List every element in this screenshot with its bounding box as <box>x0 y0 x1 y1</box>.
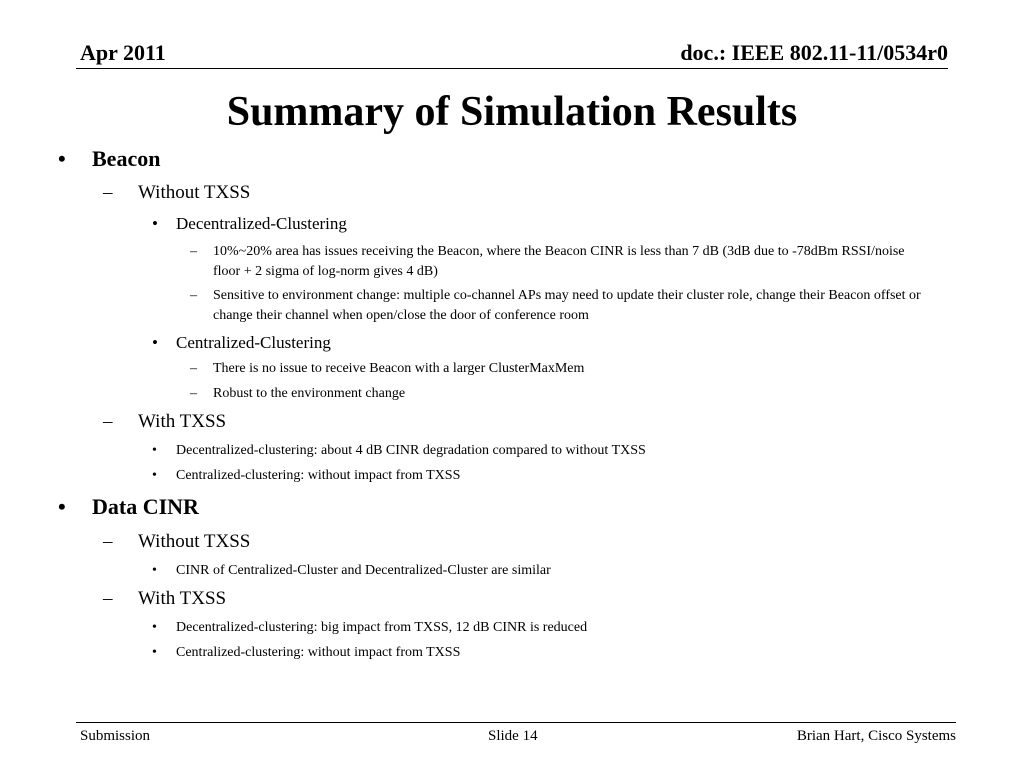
bullet-marker: • <box>152 214 158 233</box>
bullet-data-cinr: Data CINR <box>92 494 199 519</box>
dash-marker: – <box>190 288 197 303</box>
decentralized-item-2: Sensitive to environment change: multiple co-channel APs may need to update their cluster role, change their Beacon offset or change their channel when open/close the door of conference room <box>213 288 921 323</box>
footer-rule <box>76 722 956 723</box>
data-with-txss-item-2: Centralized-clustering: without impact from TXSS <box>176 645 461 660</box>
dash-marker: – <box>103 531 113 552</box>
header-doc-id: doc.: IEEE 802.11-11/0534r0 <box>680 40 948 65</box>
bullet-marker: • <box>152 443 157 458</box>
bullet-marker: • <box>152 620 157 635</box>
decentralized-clustering: Decentralized-Clustering <box>176 214 347 233</box>
bullet-marker: • <box>58 146 66 171</box>
bullet-marker: • <box>58 494 66 519</box>
beacon-without-txss: Without TXSS <box>138 182 251 203</box>
bullet-marker: • <box>152 563 157 578</box>
dash-marker: – <box>190 361 197 376</box>
dash-marker: – <box>190 244 197 259</box>
beacon-with-txss: With TXSS <box>138 411 227 432</box>
dash-marker: – <box>103 588 113 609</box>
data-without-txss: Without TXSS <box>138 531 251 552</box>
dash-marker: – <box>190 386 197 401</box>
centralized-item-1: There is no issue to receive Beacon with a larger ClusterMaxMem <box>213 361 585 376</box>
bullet-marker: • <box>152 333 158 352</box>
beacon-with-txss-item-2: Centralized-clustering: without impact from TXSS <box>176 468 461 483</box>
footer-author: Brian Hart, Cisco Systems <box>796 728 956 744</box>
centralized-item-2: Robust to the environment change <box>213 386 406 401</box>
slide-title: Summary of Simulation Results <box>226 89 798 135</box>
footer-submission: Submission <box>80 728 151 744</box>
header-date: Apr 2011 <box>80 40 166 65</box>
centralized-clustering: Centralized-Clustering <box>176 333 331 352</box>
bullet-marker: • <box>152 645 157 660</box>
dash-marker: – <box>103 411 113 432</box>
beacon-with-txss-item-1: Decentralized-clustering: about 4 dB CINR degradation compared to without TXSS <box>176 443 646 458</box>
bullet-marker: • <box>152 468 157 483</box>
footer-slide-number: Slide 14 <box>488 728 538 744</box>
decentralized-item-1: 10%~20% area has issues receiving the Beacon, where the Beacon CINR is less than 7 dB (3dB due to -78dBm RSSI/noise floor + 2 sigma of log-norm gives 4 dB) <box>213 244 905 279</box>
dash-marker: – <box>103 182 113 203</box>
data-with-txss-item-1: Decentralized-clustering: big impact from TXSS, 12 dB CINR is reduced <box>176 620 588 635</box>
data-with-txss: With TXSS <box>138 588 227 609</box>
data-without-txss-item-1: CINR of Centralized-Cluster and Decentralized-Cluster are similar <box>176 563 551 578</box>
bullet-beacon: Beacon <box>92 146 161 171</box>
